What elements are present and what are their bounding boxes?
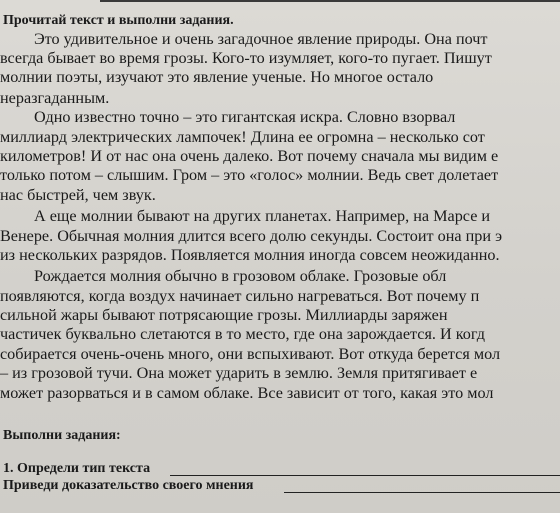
task-2-answer-line xyxy=(284,492,560,493)
top-rule xyxy=(100,0,560,2)
text-line: А еще молнии бывают на других планетах. Например, на Марсе и xyxy=(34,207,491,225)
text-line: может разорваться и в самом облаке. Все зависит от того, какая это мол xyxy=(0,384,494,402)
text-line: только потом – слышим. Гром – это «голос» молнии. Ведь свет долетает xyxy=(0,166,499,184)
tasks-heading: Выполни задания: xyxy=(3,428,121,443)
text-line: молнии поэты, изучают это явление ученые. Но многое остало xyxy=(0,68,434,86)
text-line: – из грозовой тучи. Она может ударить в землю. Земля притягивает е xyxy=(0,364,478,382)
text-line: километров! И от нас она очень далеко. Вот почему сначала мы видим е xyxy=(0,147,499,165)
text-line: сильной жары бывают потрясающие грозы. Миллиарды заряжен xyxy=(0,306,448,324)
text-line: Венере. Обычная молния длится всего долю секунды. Состоит она при э xyxy=(0,227,503,245)
text-line: миллиард электрических лампочек! Длина ее огромна – несколько сот xyxy=(0,128,485,146)
text-line: Это удивительное и очень загадочное явление природы. Она почт xyxy=(34,30,488,48)
task-1-answer-line xyxy=(170,475,560,476)
task-1-label: 1. Определи тип текста xyxy=(3,461,151,476)
instruction-heading: Прочитай текст и выполни задания. xyxy=(3,13,234,28)
text-line: всегда бывает во время грозы. Кого-то изумляет, кого-то пугает. Пишут xyxy=(0,49,492,67)
text-line: Одно известно точно – это гигантская искра. Словно взорвал xyxy=(34,108,456,126)
text-line: неразгаданным. xyxy=(0,89,110,107)
text-line: появляются, когда воздух начинает сильно нагреваться. Вот почему п xyxy=(0,287,480,305)
text-line: частичек буквально слетаются в то место, где она зарождается. И когд xyxy=(0,325,485,343)
text-line: собирается очень-очень много, они вспыхивают. Вот откуда берется мол xyxy=(0,345,501,363)
text-line: нас быстрей, чем звук. xyxy=(0,186,156,204)
task-2-label: Приведи доказательство своего мнения xyxy=(3,478,254,493)
text-line: Рождается молния обычно в грозовом облаке. Грозовые обл xyxy=(34,267,447,285)
text-line: из нескольких разрядов. Появляется молния иногда совсем неожиданно. xyxy=(0,246,500,264)
